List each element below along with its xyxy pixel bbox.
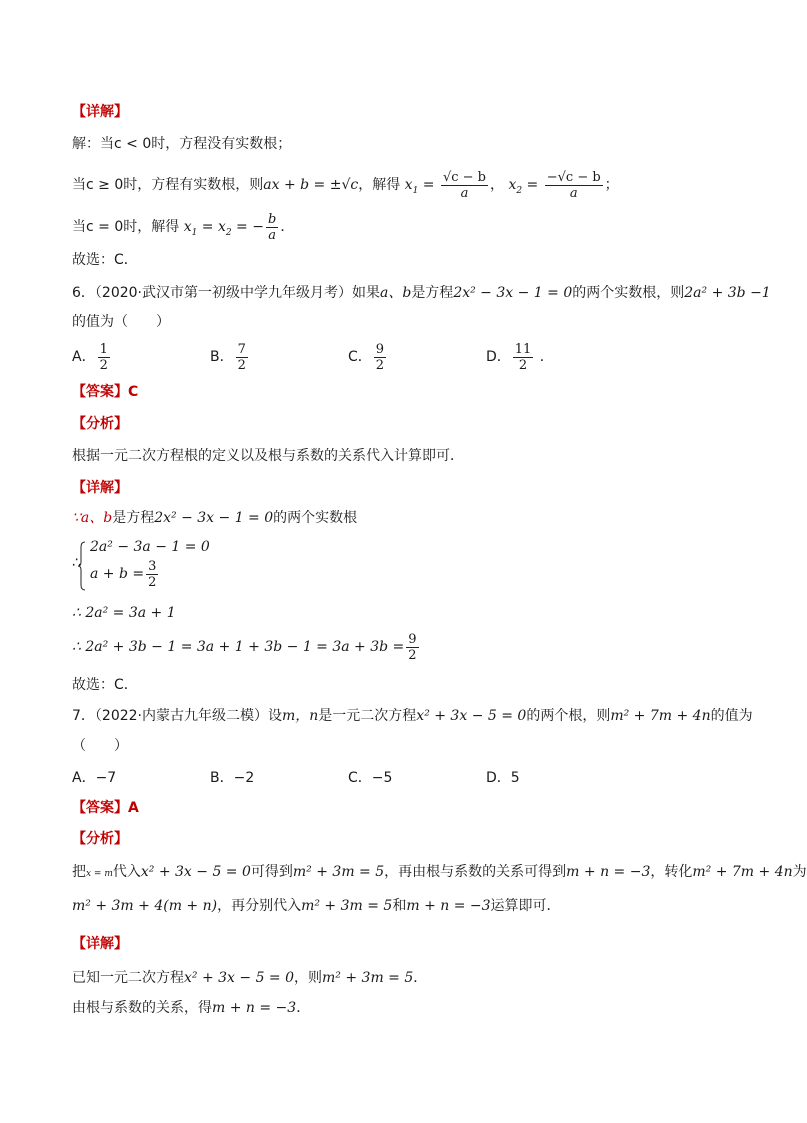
detail-heading: 【详解】 xyxy=(72,936,128,952)
choose-line: 故选：C． xyxy=(72,677,138,693)
math-expression: 2a² + 3b −1 xyxy=(684,285,771,301)
fraction-denominator: 2 xyxy=(237,357,246,373)
option-label: C． xyxy=(348,349,372,365)
text-segment: ，转化 xyxy=(650,864,693,880)
analysis-heading: 【分析】 xyxy=(72,831,128,847)
math-equation: m + n = −3 xyxy=(566,864,651,880)
option-fraction xyxy=(513,342,534,373)
answer-label: 【答案】 xyxy=(72,800,128,816)
analysis-text: 根据一元二次方程根的定义以及根与系数的关系代入计算即可． xyxy=(72,448,464,464)
text-segment: 的两个实数根，则 xyxy=(572,285,685,301)
answer-line xyxy=(72,382,138,402)
text-segment: 7．（2022·内蒙古九年级二模）设 xyxy=(72,708,282,724)
analysis-q7-line-1 xyxy=(72,862,807,884)
choose-line: 故选：C． xyxy=(72,252,138,268)
fraction-numerator: 1 xyxy=(99,341,108,357)
answer-line xyxy=(72,798,139,818)
fraction-denominator: 2 xyxy=(99,357,108,373)
math-equation: m + n = −3 xyxy=(212,1000,297,1016)
math-equation: m² + 3m = 5 xyxy=(301,898,393,914)
fraction-denominator: a xyxy=(460,185,469,201)
detail-line-1: 解：当c < 0时，方程没有实数根； xyxy=(72,136,292,152)
option-b: B．−2 xyxy=(210,770,255,786)
fraction-numerator: 9 xyxy=(408,631,417,647)
text-segment: 的两个实数根 xyxy=(273,510,358,526)
question-7-stem xyxy=(72,706,753,726)
math-vars: ∵a、b xyxy=(72,510,113,526)
text-segment: 是方程 xyxy=(112,510,155,526)
fraction-denominator: 2 xyxy=(148,574,157,590)
fraction-x1 xyxy=(441,170,488,201)
text-segment: 6．（2020·武汉市第一初级中学九年级月考）如果 xyxy=(72,285,380,301)
option-d: D． $\frac{11}{2}$ ． xyxy=(486,341,554,373)
text-segment: ，解得 xyxy=(358,177,401,193)
fraction-denominator: 2 xyxy=(518,357,528,373)
fraction-denominator: 2 xyxy=(375,357,385,373)
brace-icon xyxy=(78,541,86,591)
answer-value: C xyxy=(128,384,139,400)
fraction-numerator: 3 xyxy=(148,558,157,574)
math-expression: m² + 3m + 4(m + n) xyxy=(72,898,218,914)
text-segment: 运算即可． xyxy=(490,898,561,914)
text-segment: 当c ≥ 0时，方程有实数根，则 xyxy=(72,177,264,193)
detail-line-2: 当c ≥ 0时，方程有实数根，则ax + b = ±√c，解得 $x_1$ = $\frac{√c - b}{a}$ ， $x_2$ = $\frac{-√c - b}{a}$ ； xyxy=(72,169,619,201)
math-equation: m + n = −3 xyxy=(406,898,491,914)
text-segment: 是方程 xyxy=(411,285,454,301)
option-d: D．5 xyxy=(486,770,520,786)
math-x2: $x_2$ = xyxy=(508,177,539,196)
text-segment: ． xyxy=(413,970,428,986)
option-b xyxy=(210,340,250,374)
question-6-stem xyxy=(72,283,771,303)
option-label: A． xyxy=(72,349,96,365)
fraction-numerator: 11 xyxy=(514,341,532,357)
math-equation: ∴ 2a² + 3b − 1 = 3a + 1 + 3b − 1 = 3a + 3b = xyxy=(72,639,405,655)
fraction-b-over-a xyxy=(266,212,278,243)
text-segment: ． xyxy=(296,1000,311,1016)
option-a xyxy=(72,340,112,374)
math-vars: m，n xyxy=(282,708,319,724)
text-segment: 的值为 xyxy=(710,708,753,724)
option-a: A．−7 xyxy=(72,770,117,786)
fraction-numerator: 7 xyxy=(237,341,246,357)
text-segment: 为 xyxy=(792,864,807,880)
text-segment: 已知一元二次方程 xyxy=(72,970,184,986)
detail-q6-line-3 xyxy=(72,630,421,664)
math-vars: a、b xyxy=(380,285,412,301)
fraction-denominator: a xyxy=(569,185,578,201)
option-label: B． xyxy=(210,349,234,365)
fraction-numerator: √c − b xyxy=(442,169,486,185)
analysis-heading: 【分析】 xyxy=(72,416,128,432)
system-eq-2 xyxy=(90,557,160,591)
text-segment: 是一元二次方程 xyxy=(318,708,417,724)
answer-value: A xyxy=(128,800,139,816)
math-equation: x² + 3x − 5 = 0 xyxy=(140,864,251,880)
text-segment: ，再由根与系数的关系可得到 xyxy=(384,864,567,880)
fraction-x2 xyxy=(545,170,603,201)
math-expression: m² + 7m + 4n xyxy=(610,708,711,724)
math-equation: m² + 3m = 5 xyxy=(292,864,385,880)
math-equation: x² + 3x − 5 = 0 xyxy=(184,970,295,986)
math-equation: m² + 3m = 5 xyxy=(322,970,414,986)
option-fraction xyxy=(98,342,110,373)
option-label: D． xyxy=(486,349,511,365)
math-equation: ax + b = ±√c xyxy=(263,177,359,193)
option-fraction xyxy=(374,342,386,373)
fraction-numerator: 9 xyxy=(375,341,385,357)
text-segment: 把 xyxy=(72,864,86,880)
fraction-denominator: 2 xyxy=(408,647,417,663)
math-equation: a + b = xyxy=(90,566,145,582)
question-6-stem-cont: 的值为（ ） xyxy=(72,314,170,330)
detail-q6-line-1 xyxy=(72,508,357,528)
option-c xyxy=(348,340,388,374)
text-segment: 可得到 xyxy=(250,864,293,880)
fraction-numerator: b xyxy=(267,211,277,227)
text-segment: 当c = 0时，解得 xyxy=(72,219,180,235)
detail-heading: 【详解】 xyxy=(72,480,128,496)
answer-label: 【答案】 xyxy=(72,384,128,400)
system-eq-1: 2a² − 3a − 1 = 0 xyxy=(90,539,210,555)
math-equation: 2x² − 3x − 1 = 0 xyxy=(154,510,274,526)
detail-q6-line-2: ∴ 2a² = 3a + 1 xyxy=(72,605,176,621)
fraction-three-halves xyxy=(146,559,158,590)
option-fraction xyxy=(236,342,248,373)
detail-heading: 【详解】 xyxy=(72,104,128,120)
text-segment: 由根与系数的关系，得 xyxy=(72,1000,212,1016)
math-equation: 2x² − 3x − 1 = 0 xyxy=(453,285,573,301)
math-x1: $x_1$ = xyxy=(404,177,435,196)
text-segment: 的两个根，则 xyxy=(526,708,611,724)
detail-line-3: 当c = 0时，解得 $x_1 = x_2$ = − $\frac{b}{a}$ ． xyxy=(72,211,295,243)
question-7-paren: （ ） xyxy=(72,738,128,754)
math-x1x2: $x_1 = x_2$ = − xyxy=(183,219,264,238)
math-small-mn: x = m xyxy=(86,869,113,879)
detail-q7-line-1 xyxy=(72,968,427,988)
option-c: C．−5 xyxy=(348,770,393,786)
detail-q7-line-2 xyxy=(72,998,310,1018)
analysis-q7-line-2 xyxy=(72,896,561,916)
therefore-symbol: ∴ xyxy=(72,555,81,571)
math-equation: x² + 3x − 5 = 0 xyxy=(416,708,527,724)
fraction-denominator: a xyxy=(268,227,277,243)
text-segment: ，则 xyxy=(294,970,323,986)
text-segment: ，再分别代入 xyxy=(217,898,302,914)
math-expression: m² + 7m + 4n xyxy=(692,864,793,880)
fraction-nine-halves xyxy=(406,632,418,663)
fraction-numerator: −√c − b xyxy=(546,169,601,185)
text-segment: 和 xyxy=(392,898,407,914)
text-segment: 代入 xyxy=(112,864,141,880)
